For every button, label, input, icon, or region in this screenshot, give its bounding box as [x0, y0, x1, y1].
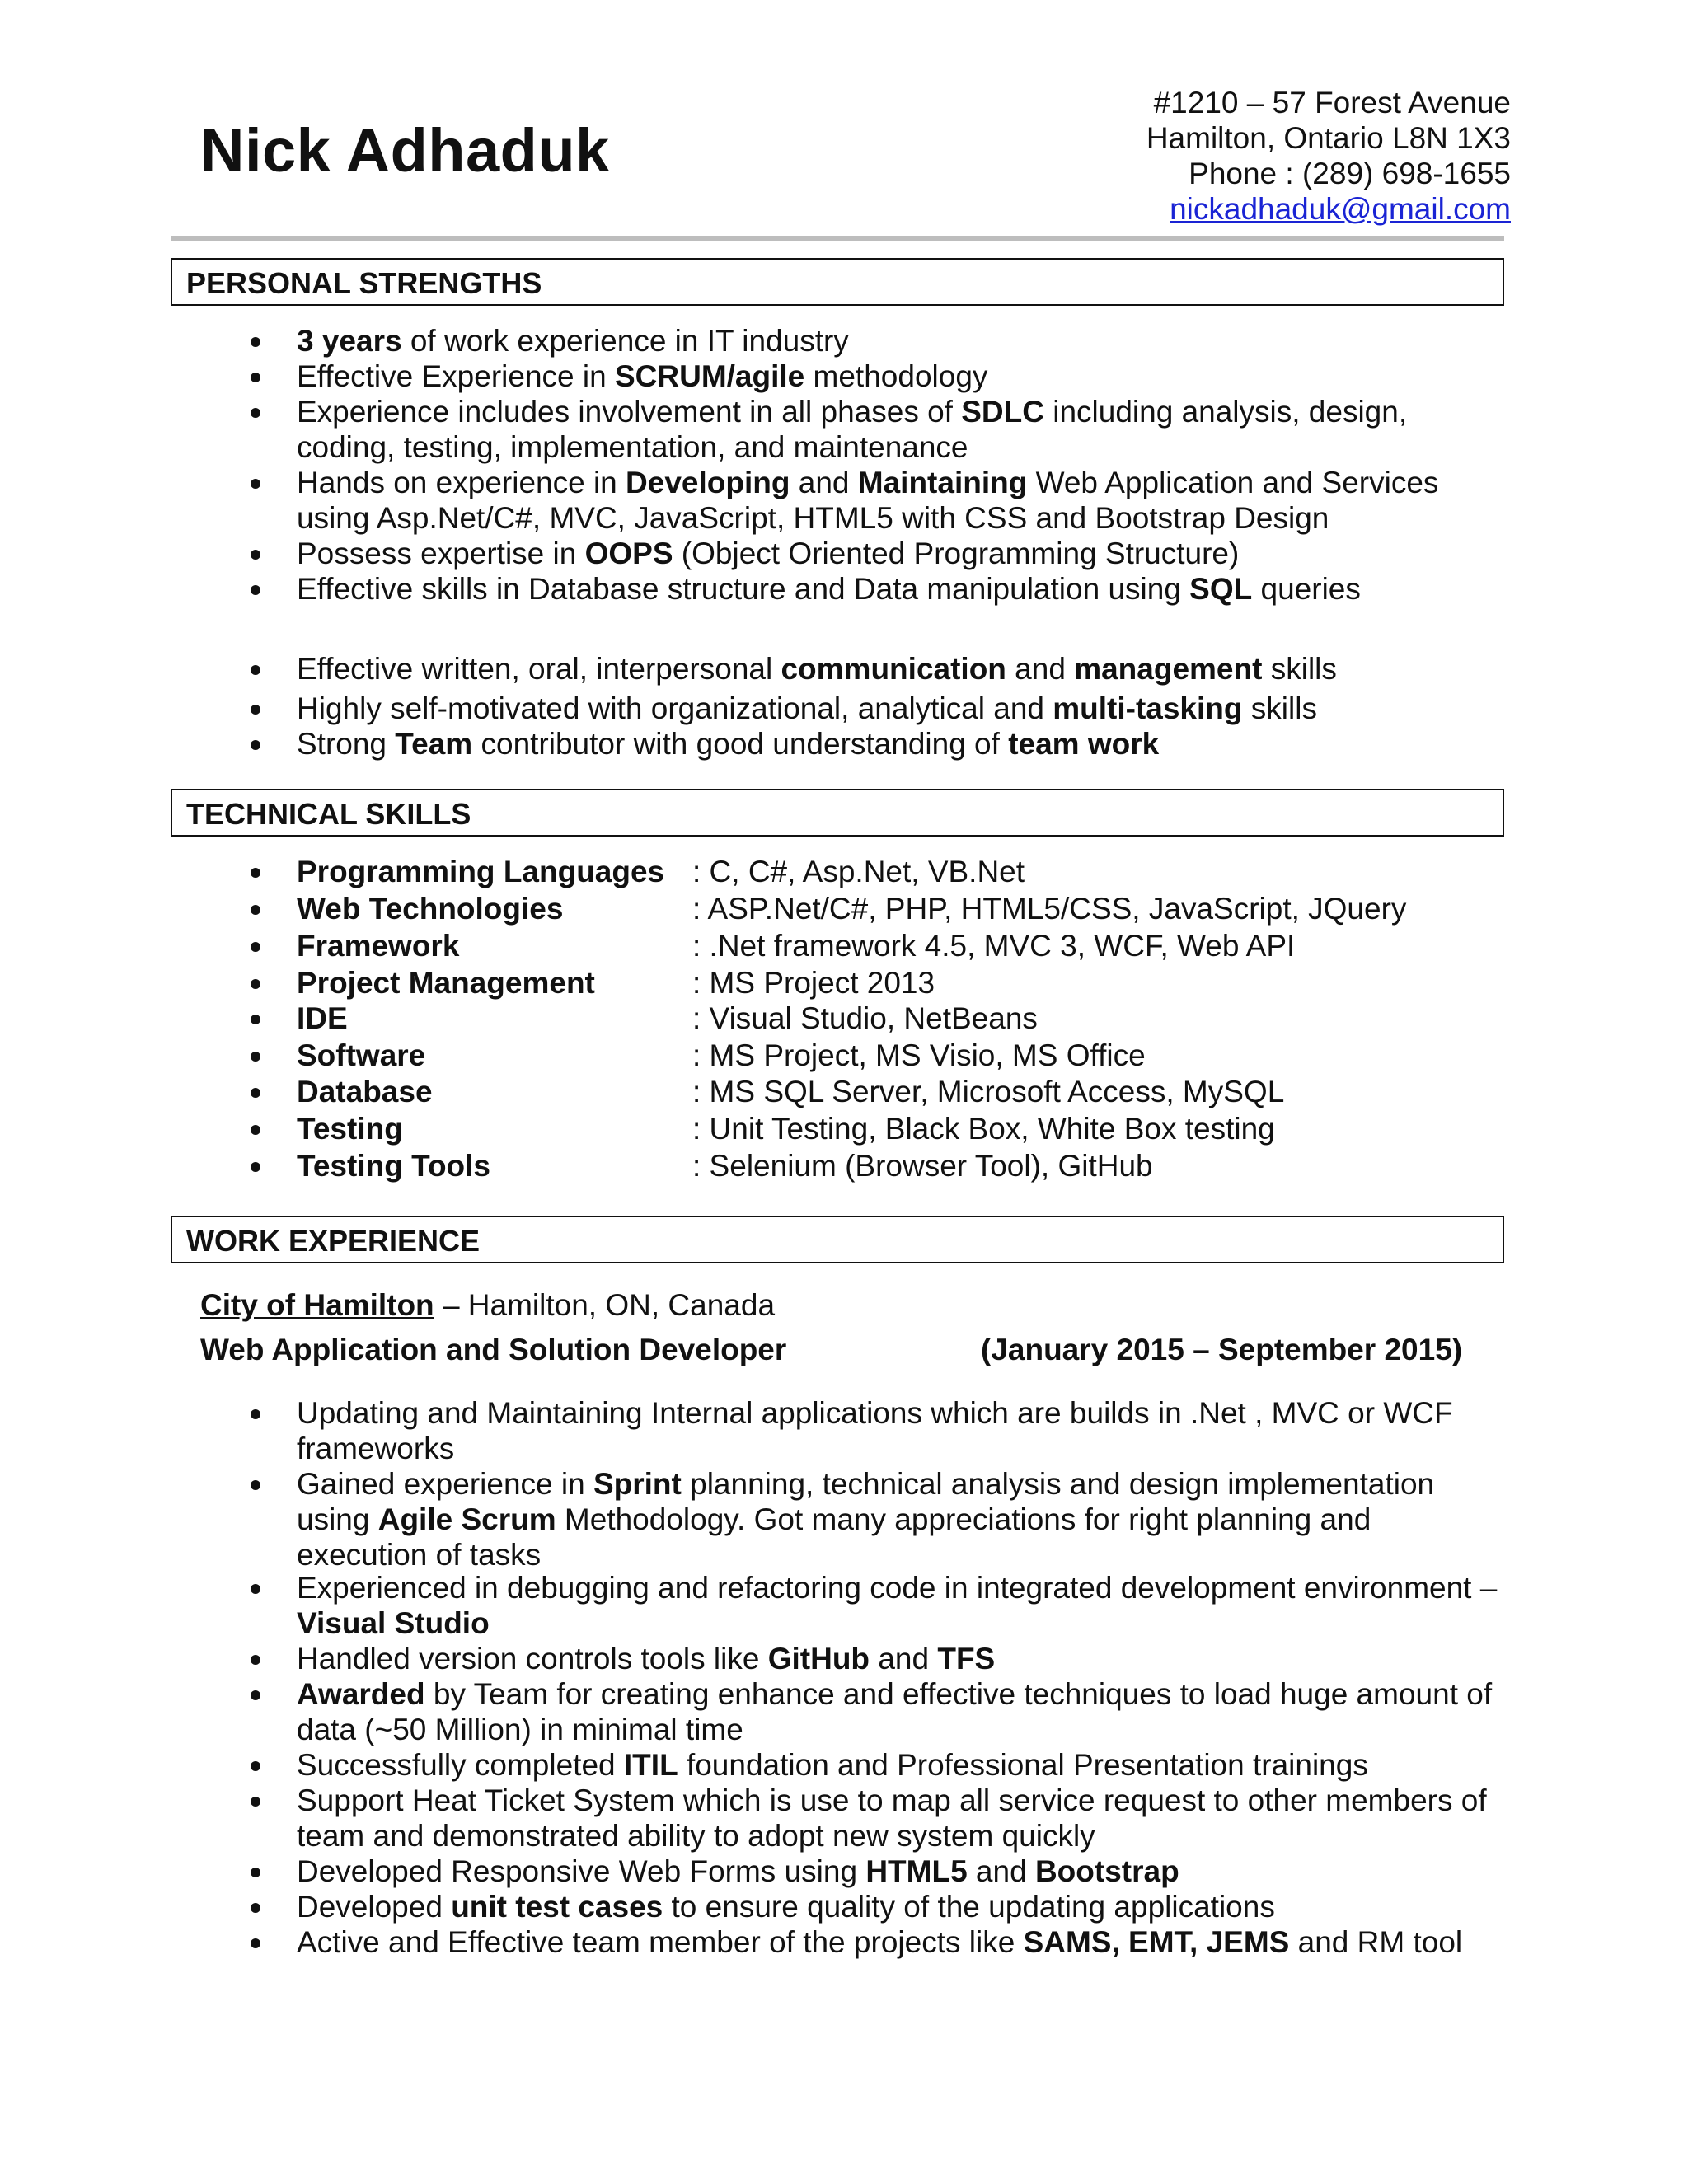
text-run: planning, technical analysis and design implementation using: [297, 1467, 1435, 1536]
skill-row: [0, 928, 1688, 963]
bullet-icon: [251, 550, 260, 560]
bullet-icon: [251, 705, 260, 715]
skill-value: : Visual Studio, NetBeans: [692, 1001, 1038, 1035]
skill-value: : MS Project, MS Visio, MS Office: [692, 1038, 1146, 1072]
text-run: and: [967, 1854, 1035, 1888]
skill-row: [0, 1111, 1688, 1146]
text-run: and: [790, 466, 858, 499]
section-header-strengths: [171, 258, 1504, 306]
text-run: (Object Oriented Programming Structure): [673, 537, 1240, 570]
bullet-text: [297, 1924, 1508, 1960]
bullet-icon: [251, 1088, 260, 1098]
skill-label: Testing Tools: [297, 1149, 491, 1183]
text-run: Effective Experience in: [297, 359, 615, 393]
text-run: of work experience in IT industry: [401, 324, 849, 358]
skill-value: : MS Project 2013: [692, 966, 935, 1000]
bullet-icon: [251, 408, 260, 418]
skill-value: : MS SQL Server, Microsoft Access, MySQL: [692, 1075, 1285, 1108]
skill-label: Framework: [297, 929, 460, 963]
bullet-icon: [251, 868, 260, 878]
header-divider: [171, 236, 1504, 241]
skill-value: : Unit Testing, Black Box, White Box testing: [692, 1112, 1275, 1146]
text-run: by Team for creating enhance and effective techniques to load huge amount of data (~50 Million) in minimal time: [297, 1677, 1493, 1746]
bullet-icon: [251, 1125, 260, 1135]
bold-phrase: management: [1074, 652, 1263, 686]
bold-phrase: Visual Studio: [297, 1606, 490, 1640]
text-run: Developed: [297, 1890, 452, 1924]
bullet-text: [297, 1854, 1508, 1889]
text-run: Developed Responsive Web Forms using: [297, 1854, 866, 1888]
email-link[interactable]: nickadhaduk@gmail.com: [1170, 192, 1511, 226]
bold-phrase: SCRUM/agile: [614, 359, 805, 393]
text-run: and: [870, 1642, 938, 1675]
candidate-name: Nick Adhaduk: [200, 116, 610, 185]
section-header-experience: [171, 1216, 1504, 1263]
skill-row: [0, 1148, 1688, 1183]
bullet-text: [297, 691, 1508, 726]
bullet-icon: [251, 942, 260, 952]
job-dates: (January 2015 – September 2015): [981, 1333, 1463, 1366]
text-run: including analysis, design, coding, testing, implementation, and maintenance: [297, 395, 1408, 464]
bullet-icon: [251, 1162, 260, 1172]
bullet-text: [297, 359, 1508, 394]
job-title: Web Application and Solution Developer: [200, 1333, 787, 1366]
employer-name: City of Hamilton: [200, 1288, 434, 1322]
bullet-text: [297, 1889, 1508, 1924]
text-run: Effective skills in Database structure and Data manipulation using: [297, 572, 1190, 606]
skill-row: [0, 1038, 1688, 1073]
text-run: methodology: [804, 359, 988, 393]
text-run: Successfully completed: [297, 1748, 624, 1782]
bullet-icon: [251, 905, 260, 915]
skill-label: IDE: [297, 1001, 348, 1035]
bold-phrase: GitHub: [767, 1642, 870, 1675]
bullet-icon: [251, 1015, 260, 1024]
skill-value: : .Net framework 4.5, MVC 3, WCF, Web API: [692, 929, 1296, 963]
text-run: skills: [1262, 652, 1337, 686]
bullet-text: [297, 1641, 1508, 1676]
text-run: Effective written, oral, interpersonal: [297, 652, 781, 686]
bold-phrase: SQL: [1189, 572, 1253, 606]
bullet-icon: [251, 1690, 260, 1700]
skill-value: : C, C#, Asp.Net, VB.Net: [692, 855, 1025, 888]
text-run: queries: [1252, 572, 1361, 606]
employer-location: – Hamilton, ON, Canada: [434, 1288, 776, 1322]
bullet-icon: [251, 1797, 260, 1807]
bullet-text: [297, 1466, 1508, 1572]
bold-phrase: ITIL: [623, 1748, 678, 1782]
bold-phrase: Awarded: [297, 1677, 425, 1711]
bullet-icon: [251, 1868, 260, 1877]
text-run: and RM tool: [1289, 1925, 1463, 1959]
text-run: foundation and Professional Presentation trainings: [678, 1748, 1368, 1782]
bold-phrase: HTML5: [865, 1854, 968, 1888]
bold-phrase: Team: [395, 727, 473, 761]
bullet-text: [297, 726, 1508, 762]
bold-phrase: Sprint: [593, 1467, 682, 1501]
bullet-text: [297, 394, 1508, 465]
bold-phrase: SAMS, EMT, JEMS: [1023, 1925, 1290, 1959]
bold-phrase: communication: [781, 652, 1006, 686]
bullet-text: [297, 323, 1508, 359]
address-line-2: Hamilton, Ontario L8N 1X3: [1146, 121, 1511, 155]
skill-label: Database: [297, 1075, 433, 1108]
skill-label: Project Management: [297, 966, 595, 1000]
skill-label: Web Technologies: [297, 892, 564, 926]
skill-row: [0, 891, 1688, 926]
bullet-text: [297, 571, 1508, 607]
bullet-text: [297, 1676, 1508, 1747]
bold-phrase: Agile Scrum: [377, 1502, 556, 1536]
bullet-icon: [251, 1938, 260, 1948]
bold-phrase: team work: [1008, 727, 1160, 761]
bullet-text: [297, 651, 1508, 687]
bullet-icon: [251, 1409, 260, 1419]
text-run: and: [1006, 652, 1075, 686]
bullet-icon: [251, 585, 260, 595]
section-title: TECHNICAL SKILLS: [186, 797, 471, 831]
bullet-icon: [251, 1480, 260, 1490]
section-title: WORK EXPERIENCE: [186, 1224, 481, 1258]
contact-block: [1146, 85, 1511, 227]
text-run: Active and Effective team member of the projects like: [297, 1925, 1024, 1959]
skill-row: [0, 965, 1688, 1001]
text-run: contributor with good understanding of: [472, 727, 1009, 761]
skill-label: Software: [297, 1038, 426, 1072]
bullet-text: [297, 1747, 1508, 1783]
bullet-icon: [251, 337, 260, 347]
text-run: Strong: [297, 727, 396, 761]
bullet-text: [297, 1395, 1508, 1466]
text-run: Support Heat Ticket System which is use to map all service request to other members of team and demonstrated ability to adopt new system quickly: [297, 1783, 1487, 1853]
text-run: Possess expertise in: [297, 537, 585, 570]
bullet-icon: [251, 1655, 260, 1665]
bullet-text: [297, 1783, 1508, 1854]
bullet-icon: [251, 1903, 260, 1913]
text-run: Highly self-motivated with organizational, analytical and: [297, 691, 1053, 725]
text-run: to ensure quality of the updating applications: [663, 1890, 1275, 1924]
skill-value: : Selenium (Browser Tool), GitHub: [692, 1149, 1153, 1183]
skill-label: Testing: [297, 1112, 403, 1146]
bold-phrase: 3 years: [297, 324, 402, 358]
section-header-skills: [171, 789, 1504, 837]
bold-phrase: Developing: [626, 466, 790, 499]
employer-line: [200, 1288, 775, 1323]
bullet-text: [297, 465, 1508, 536]
skill-row: [0, 1074, 1688, 1109]
bullet-text: [297, 1570, 1508, 1641]
bullet-icon: [251, 479, 260, 489]
skill-row: [0, 1001, 1688, 1036]
phone-number: Phone : (289) 698-1655: [1189, 157, 1511, 190]
bold-phrase: multi-tasking: [1053, 691, 1243, 725]
skill-label: Programming Languages: [297, 855, 665, 888]
bold-phrase: OOPS: [584, 537, 673, 570]
text-run: Gained experience in: [297, 1467, 593, 1501]
bullet-text: [297, 536, 1508, 571]
text-run: Updating and Maintaining Internal applications which are builds in .Net , MVC or WCF frameworks: [297, 1396, 1453, 1465]
bullet-icon: [251, 1052, 260, 1062]
bullet-icon: [251, 979, 260, 989]
bullet-icon: [251, 1761, 260, 1771]
text-run: Experience includes involvement in all phases of: [297, 395, 962, 429]
text-run: Experienced in debugging and refactoring code in integrated development environment –: [297, 1571, 1498, 1605]
bold-phrase: Maintaining: [857, 466, 1028, 499]
bullet-icon: [251, 1584, 260, 1594]
bullet-icon: [251, 740, 260, 750]
text-run: Methodology. Got many appreciations for right planning and execution of tasks: [297, 1502, 1372, 1572]
bold-phrase: TFS: [937, 1642, 996, 1675]
bold-phrase: Bootstrap: [1034, 1854, 1179, 1888]
bullet-icon: [251, 373, 260, 382]
text-run: Hands on experience in: [297, 466, 626, 499]
bold-phrase: unit test cases: [451, 1890, 663, 1924]
skill-row: [0, 854, 1688, 889]
skill-value: : ASP.Net/C#, PHP, HTML5/CSS, JavaScript, JQuery: [692, 892, 1407, 926]
section-title: PERSONAL STRENGTHS: [186, 266, 542, 300]
text-run: skills: [1242, 691, 1317, 725]
bullet-icon: [251, 665, 260, 675]
bold-phrase: SDLC: [961, 395, 1044, 429]
text-run: Handled version controls tools like: [297, 1642, 768, 1675]
text-run: Web Application and Services using Asp.Net/C#, MVC, JavaScript, HTML5 with CSS and Bootstrap Design: [297, 466, 1439, 535]
address-line-1: #1210 – 57 Forest Avenue: [1153, 86, 1511, 120]
